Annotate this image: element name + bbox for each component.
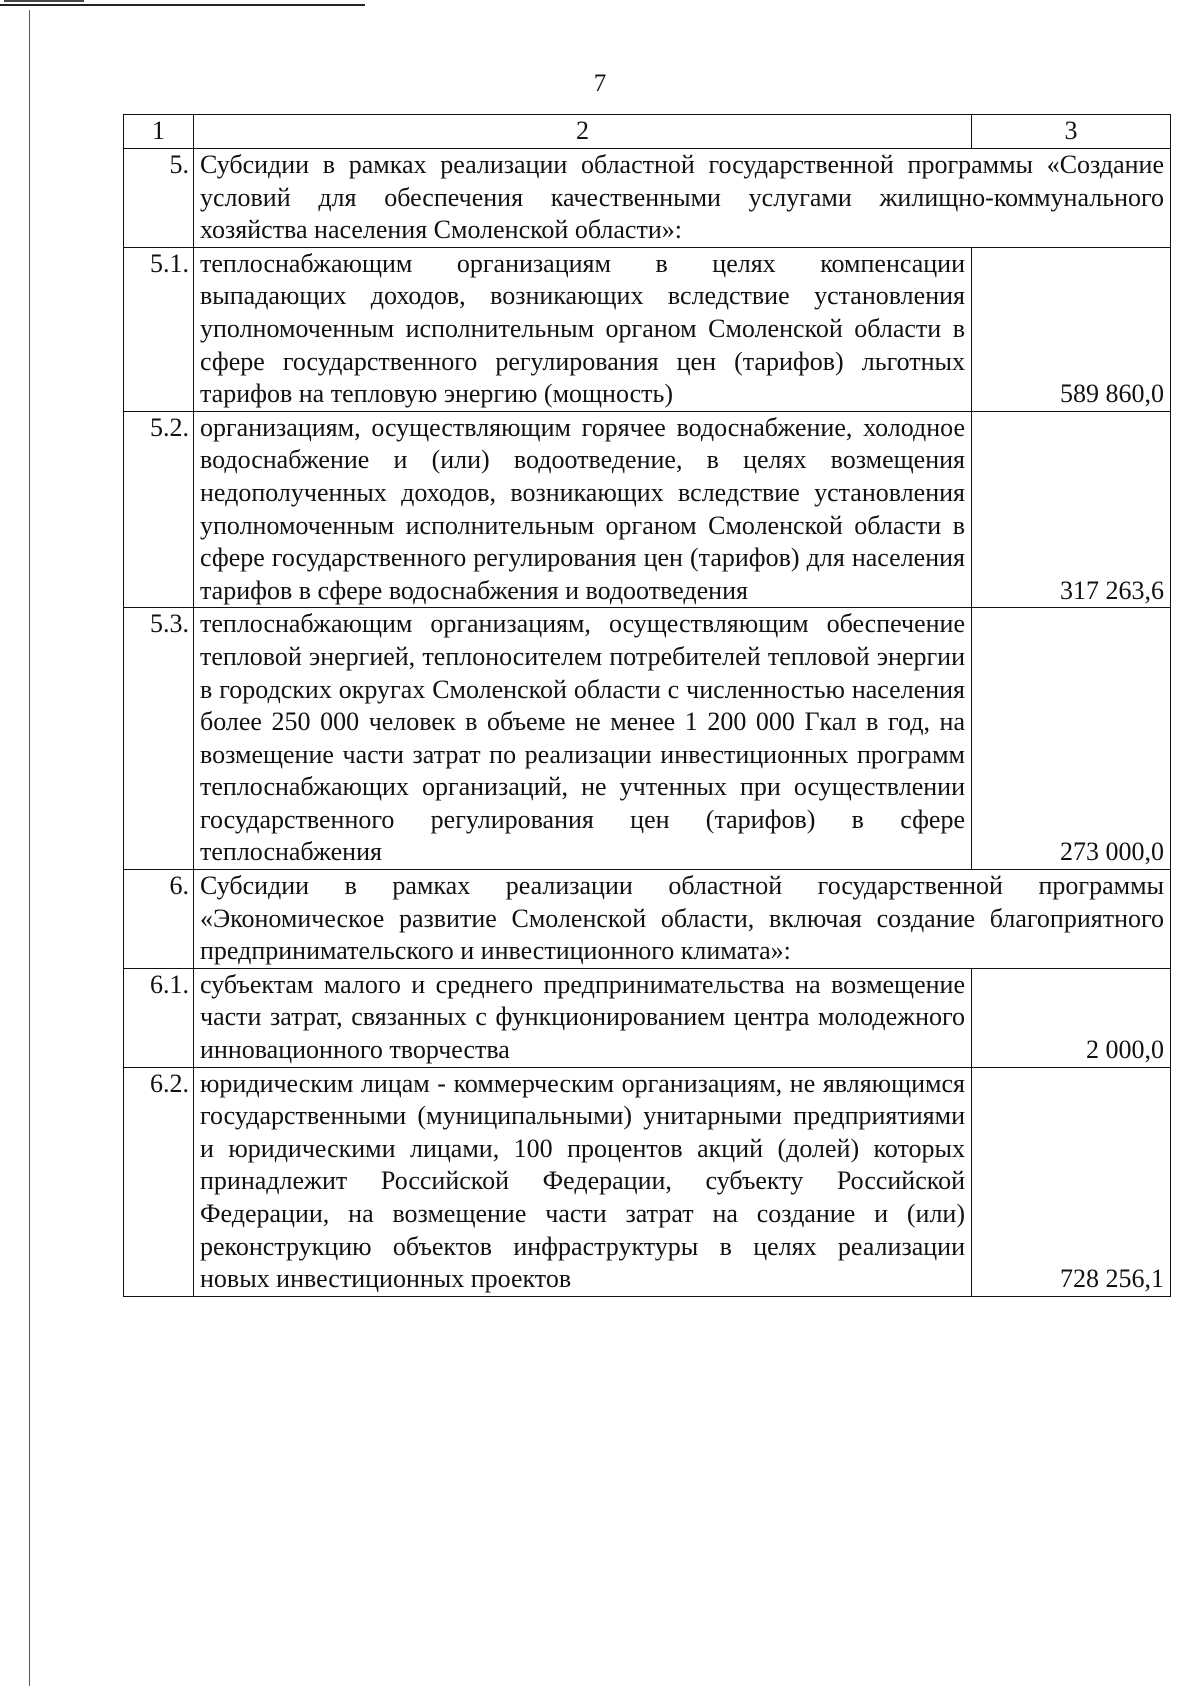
row-amount: 273 000,0 [972,608,1171,870]
table-header-row [124,115,1171,149]
section-title: Субсидии в рамках реализации областной государственной программы «Создание условий для обеспечения качественными услугами жилищно-коммунального хозяйства населения Смоленской области»: [194,149,1171,248]
row-amount: 317 263,6 [972,411,1171,608]
row-description: юридическим лицам - коммерческим организациям, не являющимся государственными (муниципальными) унитарными предприятиями и юридическими лицами, 100 процентов акций (долей) которых принадлежит Российской Федерации, субъекту Российской Федерации, на возмещение части затрат на создание и (или) реконструкцию объектов инфраструктуры в целях реализации новых инвестиционных проектов [194,1067,972,1296]
column-header-3: 3 [972,115,1171,149]
section-title: Субсидии в рамках реализации областной государственной программы «Экономическое развитие Смоленской области, включая создание благоприятного предпринимательского и инвестиционного климата»: [194,870,1171,969]
table-row [124,411,1171,608]
table-row [124,247,1171,411]
row-amount: 2 000,0 [972,968,1171,1067]
column-header-2: 2 [194,115,972,149]
row-amount: 728 256,1 [972,1067,1171,1296]
row-number: 5. [124,149,194,248]
row-amount: 589 860,0 [972,247,1171,411]
table-row [124,1067,1171,1296]
scan-edge-line-left [29,10,30,1686]
row-number: 6.2. [124,1067,194,1296]
row-number: 6.1. [124,968,194,1067]
row-description: субъектам малого и среднего предпринимательства на возмещение части затрат, связанных с функционированием центра молодежного инновационного творчества [194,968,972,1067]
row-description: теплоснабжающим организациям, осуществляющим обеспечение тепловой энергией, теплоносителем потребителей тепловой энергии в городских округах Смоленской области с численностью населения более 250 000 человек в объеме не менее 1 200 000 Гкал в год, на возмещение части затрат по реализации инвестиционных программ теплоснабжающих организаций, не учтенных при осуществлении государственного регулирования цен (тарифов) в сфере теплоснабжения [194,608,972,870]
row-number: 5.1. [124,247,194,411]
table-row-section-5 [124,149,1171,248]
row-number: 5.2. [124,411,194,608]
page-number: 7 [593,70,607,97]
row-number: 6. [124,870,194,969]
table-row [124,608,1171,870]
row-description: организациям, осуществляющим горячее водоснабжение, холодное водоснабжение и (или) водоотведение, в целях возмещения недополученных доходов, возникающих вследствие установления уполномоченным исполнительным органом Смоленской области в сфере государственного регулирования цен (тарифов) для населения тарифов в сфере водоснабжения и водоотведения [194,411,972,608]
subsidies-table [123,114,1171,1297]
table-row [124,968,1171,1067]
row-description: теплоснабжающим организациям в целях компенсации выпадающих доходов, возникающих вследствие установления уполномоченным исполнительным органом Смоленской области в сфере государственного регулирования цен (тарифов) льготных тарифов на тепловую энергию (мощность) [194,247,972,411]
table-row-section-6 [124,870,1171,969]
row-number: 5.3. [124,608,194,870]
scan-edge-line-top [0,4,365,6]
scan-edge-mark [4,0,84,2]
column-header-1: 1 [124,115,194,149]
